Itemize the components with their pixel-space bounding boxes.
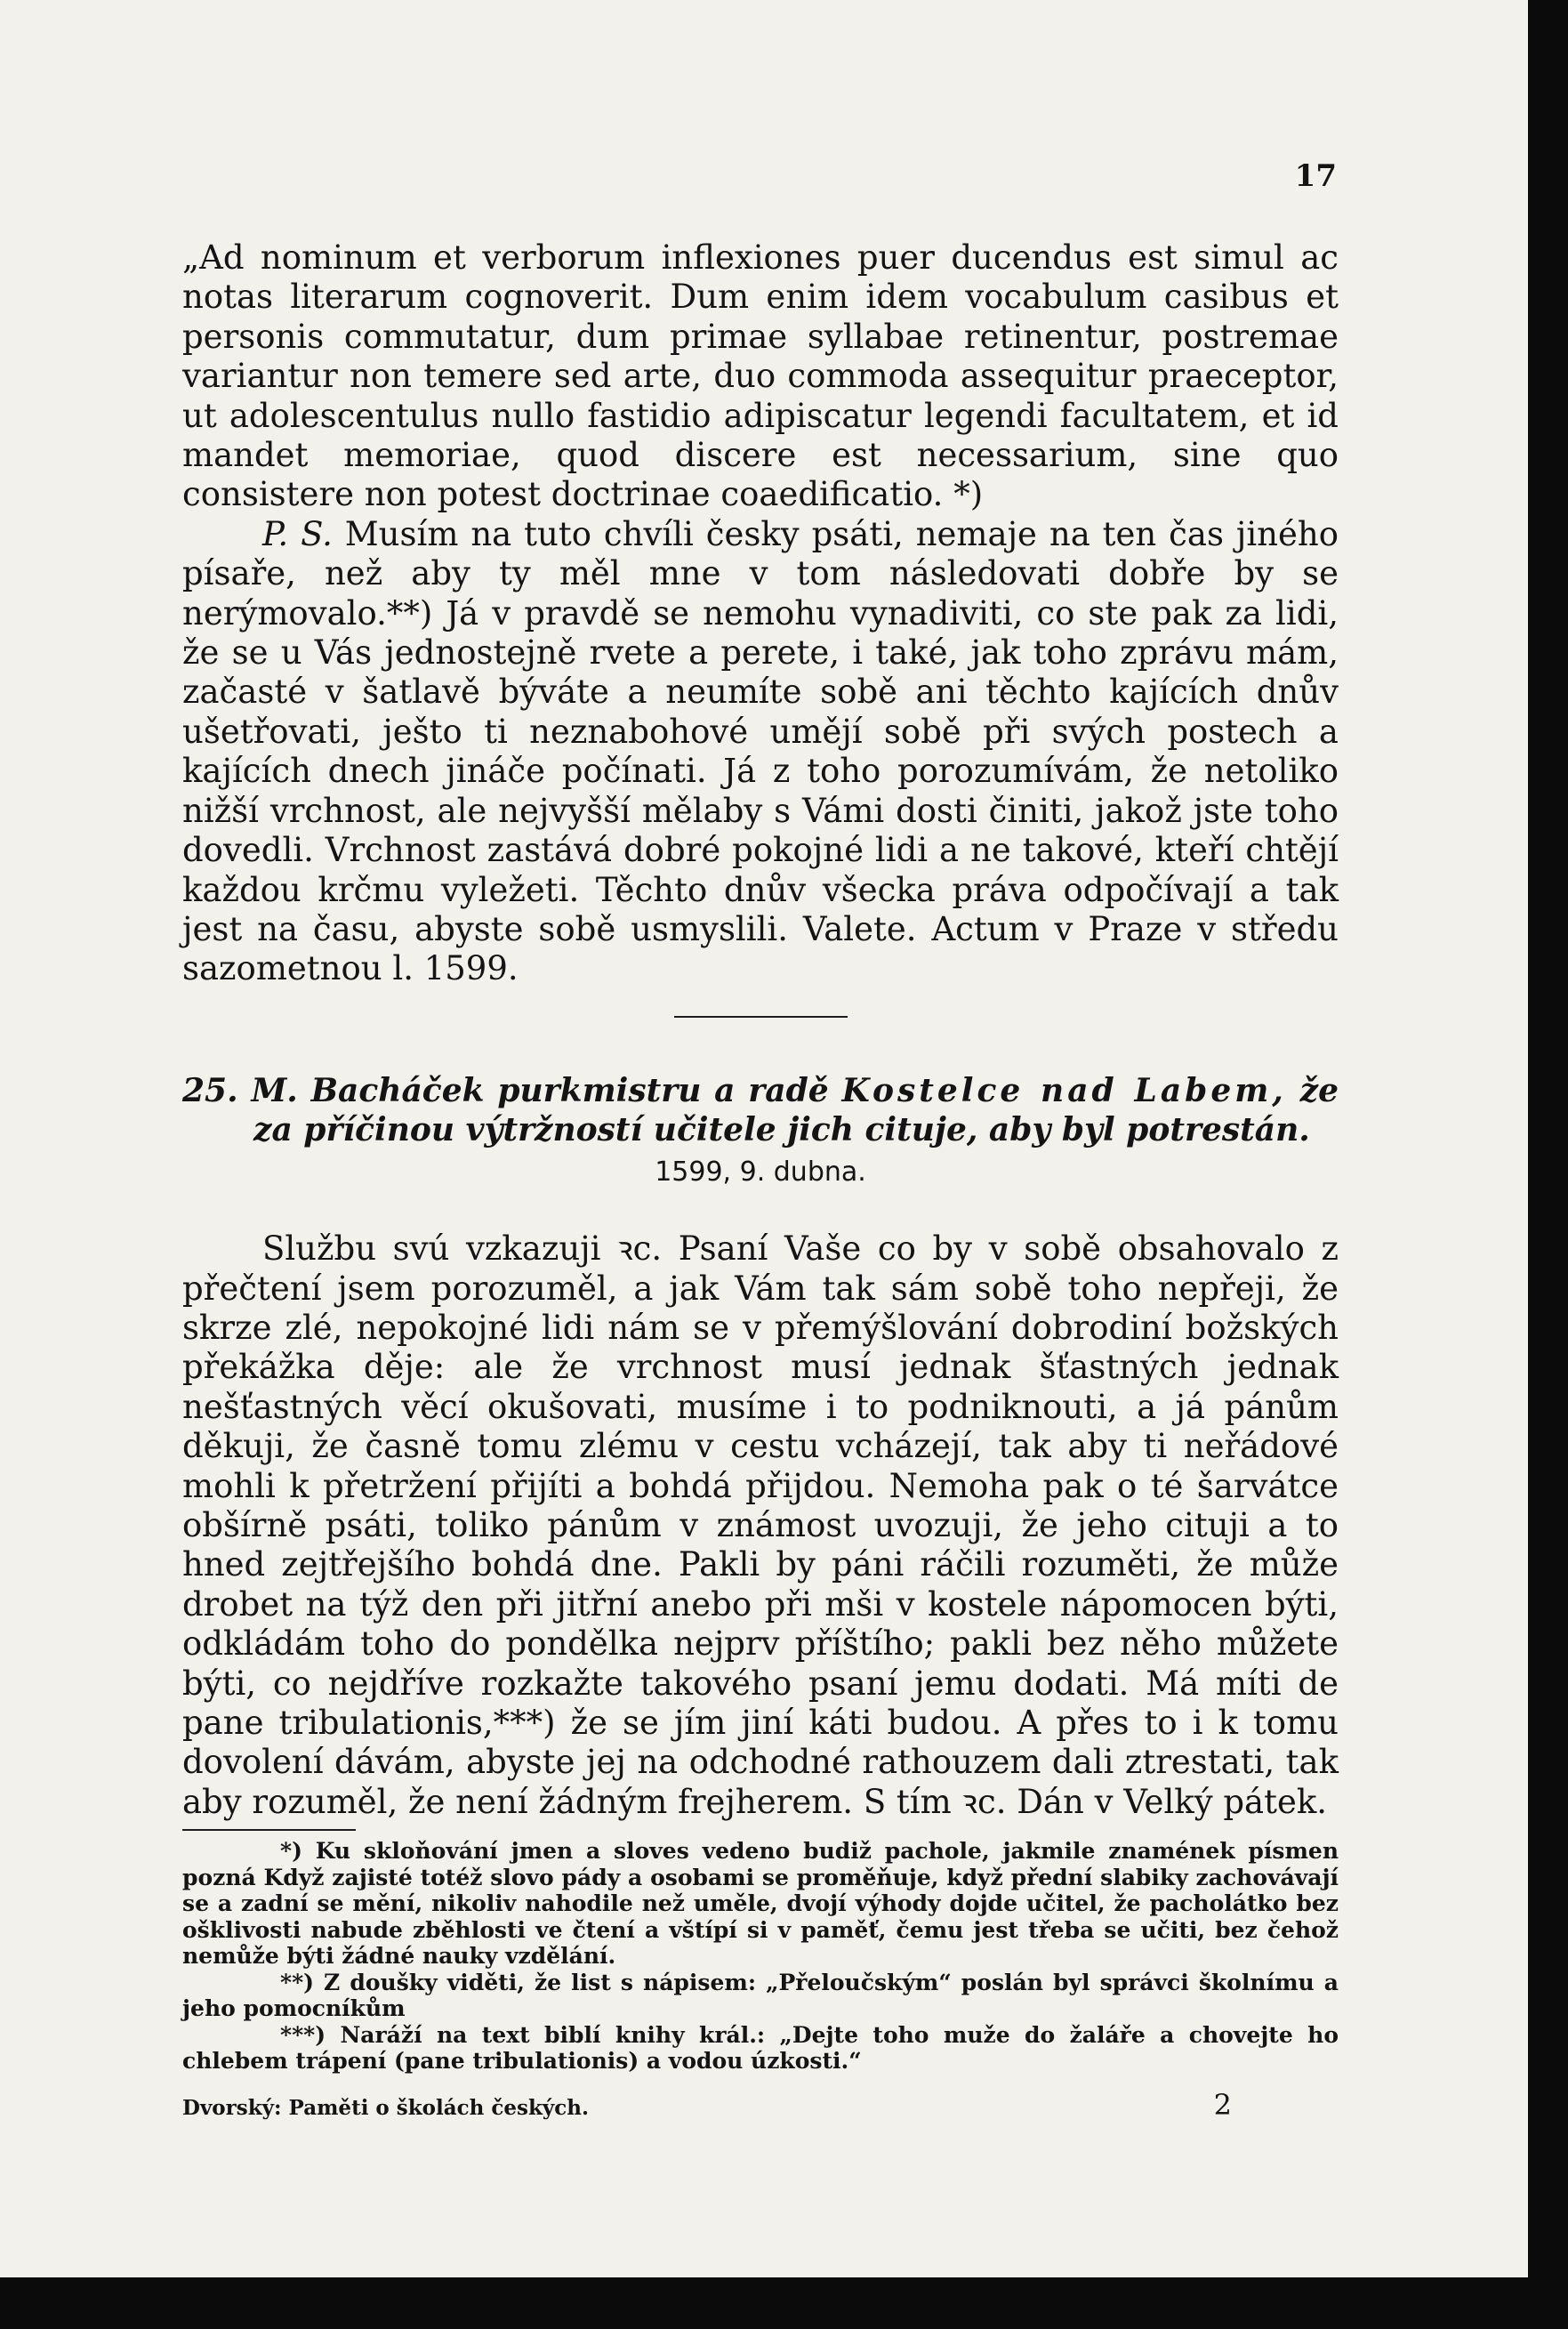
page-body — [182, 238, 1339, 2128]
letter-title-end: že za příčinou výtržností učitele jich cituje, aby byl potrestán. — [253, 1071, 1339, 1148]
footnote-3: ***) Naráží na text biblí knihy král.: „Dejte toho muže do žaláře a chovejte ho chlebem trápení (pane tribulationis) a vodou úzkosti.“ — [182, 2021, 1339, 2075]
footnote-1: *) Ku skloňování jmen a sloves vedeno budiž pachole, jakmile znamének písmen pozná Když zajisté totéž slovo pády a osobami se proměňuje, když přední slabiky zachovávají se a zadní se mění, nikoliv nahodile než uměle, dvojí výhody dojde učitel, že pacholátko bez ošklivosti nabude zběhlosti ve čtení a vštípí si v paměť, čemu jest třeba se učiti, bez čehož nemůže býti žádné nauky vzdělání. — [182, 1838, 1339, 1970]
page-number: 17 — [1294, 158, 1337, 194]
letter-body: Službu svú vzkazuji ꝛc. Psaní Vaše co by v sobě obsahovalo z přečtení jsem porozuměl, a jak Vám tak sám sobě toho nepřeji, že skrze zlé, nepokojné lidi nám se v přemýšlování dobrodiní božských překážka děje: ale že vrchnost musí jednak šťastných jednak nešťastných věcí okušovati, musíme i to podniknouti, a já pánům děkuji, že časně tomu zlému v cestu vcházejí, tak aby ti neřádové mohli k přetržení přijíti a bohdá přijdou. Nemoha pak o té šarvátce obšírně psáti, toliko pánům v známost uvozuji, že jeho cituji a to hned zejtřejšího bohdá dne. Pakli by páni ráčili rozuměti, že může drobet na týž den při jitřní anebo při mši v kostele nápomocen býti, odkládám toho do pondělka nejprv příštího; pakli bez něho můžete býti, co nejdříve rozkažte takového psaní jemu dodati. Má míti de pane tribulationis,***) že se jím jiní káti budou. A přes to i k tomu dovolení dávám, abyste jej na odchodné rathouzem dali ztrestati, tak aby rozuměl, že není žádným frejherem. S tím ꝛc. Dán v Velký pátek. — [182, 1229, 1339, 1821]
letter-date: 1599, 9. dubna. — [655, 1156, 866, 1188]
sheet-signature: 2 — [1213, 2087, 1232, 2122]
letter-title-start: M. Bacháček purkmistru a radě — [251, 1071, 829, 1109]
letter-place: Kostelce nad Labem, — [841, 1071, 1287, 1109]
footer-source: Dvorský: Paměti o školách českých. — [182, 2095, 590, 2120]
letter-heading — [182, 1071, 1339, 1149]
postscript-label: P. S. — [262, 514, 333, 553]
page-footer — [182, 2085, 1339, 2128]
postscript-paragraph — [182, 515, 1339, 989]
footnote-2: **) Z doušky viděti, že list s nápisem: „Přeloučským“ poslán byl správci školnímu a jeho pomocníkům — [182, 1969, 1339, 2022]
footnote-divider — [182, 1829, 356, 1831]
footnotes — [182, 1838, 1339, 2075]
postscript-text: Musím na tuto chvíli česky psáti, nemaje na ten čas jiného písaře, než aby ty měl mne v tom následovati dobře by se nerýmovalo.**) Já v pravdě se nemohu vynadiviti, co ste pak za lidi, že se u Vás jednostejně rvete a perete, i také, jak toho zprávu mám, začasté v šatlavě býváte a neumíte sobě ani těchto kajících dnův ušetřovati, ješto ti neznabohové umějí sobě při svých postech a kajících dnech jináče počínati. Já z toho porozumívám, že netoliko nižší vrchnost, ale nejvyšší mělaby s Vámi dosti činiti, jakož jste toho dovedli. Vrchnost zastává dobré pokojné lidi a ne takové, kteří chtějí každou krčmu vyležeti. Těchto dnův všecka práva odpočívají a tak jest na času, abyste sobě usmyslili. Valete. Actum v Praze v středu sazometnou l. 1599. — [182, 514, 1339, 988]
section-divider — [674, 1016, 848, 1018]
latin-quote-paragraph: „Ad nominum et verborum inflexiones puer ducendus est simul ac notas literarum cognoverit. Dum enim idem vocabulum casibus et personis commutatur, dum primae syllabae retinentur, postremae variantur non temere sed arte, duo commoda assequitur praeceptor, ut adolescentulus nullo fastidio adipiscatur legendi facultatem, et id mandet memoriae, quod discere est necessarium, sine quo consistere non potest doctrinae coaedificatio. *) — [182, 238, 1339, 514]
letter-number: 25. — [182, 1071, 238, 1109]
